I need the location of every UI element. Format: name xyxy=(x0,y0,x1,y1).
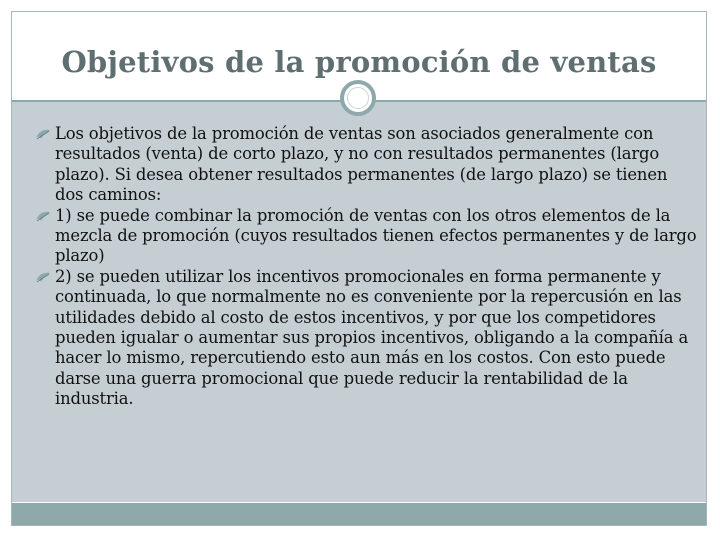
bullet-item xyxy=(35,267,700,410)
leaf-swirl-icon xyxy=(35,270,51,284)
bullet-list xyxy=(35,124,700,410)
leaf-swirl-icon xyxy=(35,209,51,223)
leaf-swirl-icon xyxy=(35,127,51,141)
bullet-text: 1) se puede combinar la promoción de ventas con los otros elementos de la mezcla de promoción (cuyos resultados tienen efectos permanentes y de largo plazo) xyxy=(55,205,697,266)
slide-title: Objetivos de la promoción de ventas xyxy=(61,45,657,79)
bullet-item xyxy=(35,124,700,206)
footer-bar xyxy=(12,503,706,525)
bullet-text: Los objetivos de la promoción de ventas son asociados generalmente con resultados (venta) de corto plazo, y no con resultados permanentes (largo plazo). Si desea obtener resultados permanentes (de largo plazo) se tienen dos caminos: xyxy=(55,124,668,205)
decorative-ring-icon xyxy=(340,80,376,116)
bullet-text: 2) se pueden utilizar los incentivos promocionales en forma permanente y continuada, lo que normalmente no es conveniente por la repercusión en las utilidades debido al costo de estos incentivos, y por que los competidores pueden igualar o aumentar sus propios incentivos, obligando a la compañía a hacer lo mismo, repercutiendo esto aun más en los costos. Con esto puede darse una guerra promocional que puede reducir la rentabilidad de la industria. xyxy=(55,266,689,409)
bullet-item xyxy=(35,206,700,267)
